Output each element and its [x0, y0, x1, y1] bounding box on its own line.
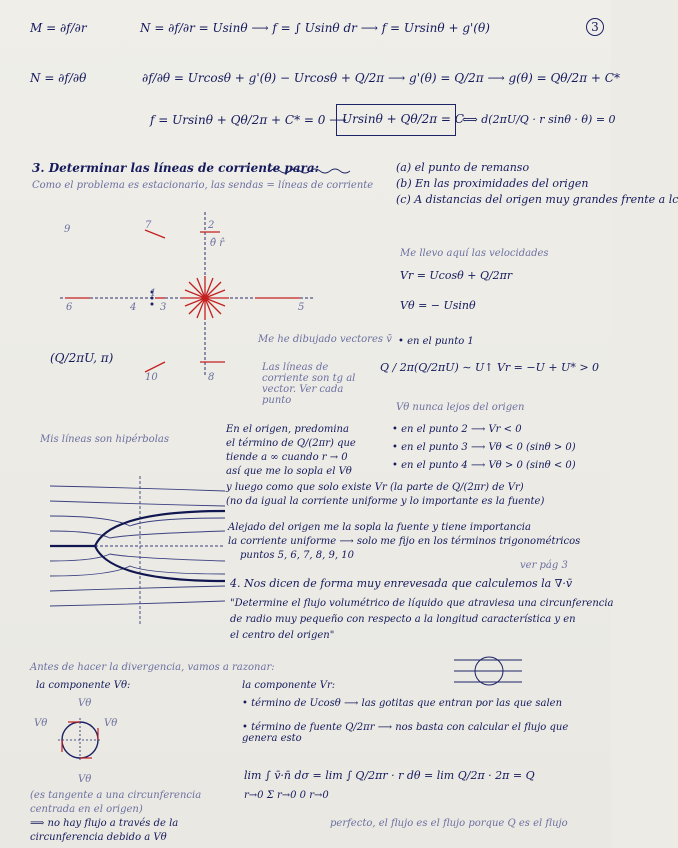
circle-vtheta-bottom: Vθ [78, 774, 92, 785]
see-page-note: ver pág 3 [520, 560, 568, 571]
circle-vtheta-right: Vθ [104, 718, 118, 729]
origin-line-4: así que me lo sopla el Vθ [226, 466, 352, 477]
section-3-subtitle: Como el problema es estacionario, las sendas = líneas de corriente [32, 180, 374, 191]
n-definition: N = ∂f/∂θ [30, 71, 87, 85]
flow-circle-sketch [454, 650, 524, 692]
stagnation-point-label: (Q/2πU, π) [50, 351, 114, 365]
before-divergence: Antes de hacer la divergencia, vamos a razonar: [30, 662, 275, 673]
vel-label-1: 1 [150, 288, 157, 299]
uniform-term: • término de Ucosθ ⟶ las gotitas que entran por las que salen [242, 698, 563, 709]
origin-line-6: (no da igual la corriente uniforme y lo importante es la fuente) [226, 496, 545, 507]
vr-component: la componente Vr: [242, 680, 336, 691]
far-line-2: la corriente uniforme ⟶ solo me fijo en los términos trigonométricos [228, 536, 581, 547]
vel-label-7: 7 [145, 220, 152, 231]
point-2-note: • en el punto 2 ⟶ Vr < 0 [392, 424, 522, 435]
boxed-equation: Ursinθ + Qθ/2π = C [342, 112, 464, 126]
diagram-note-2: Las líneas de corriente son tg al vector. Ver cada punto [262, 362, 356, 406]
tangent-line-3: ⟹ no hay flujo a través de la [30, 818, 179, 829]
bottom-note: perfecto, el flujo es el flujo porque Q es el flujo [330, 818, 568, 829]
diagram-note-1: Me he dibujado vectores v̄ [258, 334, 392, 345]
item-b: (b) En las proximidades del origen [396, 177, 589, 190]
circle-vtheta-top: Vθ [78, 698, 92, 709]
n-equation: N = ∂f/∂r = Usinθ ⟶ f = ∫ Usinθ dr ⟶ f = Ursinθ + g'(θ) [140, 21, 490, 35]
hyperbola-label: Mis líneas son hipérbolas [40, 434, 169, 445]
source-term: • término de fuente Q/2πr ⟶ nos basta con calcular el flujo que genera esto [242, 722, 569, 744]
far-from-origin: Vθ nunca lejos del origen [396, 402, 525, 413]
velocity-note: Me llevo aquí las velocidades [400, 248, 549, 259]
tangential-velocity-circle [40, 700, 120, 780]
tangent-line-4: circunferencia debido a Vθ [30, 832, 167, 843]
vel-label-3: 3 [160, 302, 167, 313]
wavy-underline [270, 167, 350, 175]
item-a: (a) el punto de remanso [396, 161, 530, 174]
differential-form: ⟺ d(2πU/Q · r sinθ · θ) = 0 [462, 113, 616, 126]
vel-label-8: 8 [208, 372, 215, 383]
origin-line-2: el término de Q/(2πr) que [226, 438, 356, 449]
page-number: 3 [586, 18, 604, 36]
origin-line-1: En el origen, predomina [226, 424, 349, 435]
vel-label-5: 5 [298, 302, 305, 313]
tangent-line-2: centrada en el origen) [30, 804, 143, 815]
vr-equation: Vr = Ucosθ + Q/2πr [400, 269, 513, 282]
vel-label-2: 2 [208, 220, 215, 231]
local-axes-label: θ̂ r̂ [210, 238, 224, 249]
point-1-equation: Q / 2π(Q/2πU) ∼ U↑ Vr = −U + U* > 0 [380, 361, 600, 374]
limit-subscripts: r→0 Σ r→0 0 r→0 [244, 790, 329, 801]
quote-line-3: el centro del origen" [230, 630, 335, 641]
vel-label-9: 9 [64, 224, 71, 235]
section-4-title: 4. Nos dicen de forma muy enrevesada que calculemos la ∇·v̄ [230, 577, 573, 590]
origin-line-5: y luego como que solo existe Vr (la parte de Q/(2πr) de Vr) [226, 482, 524, 493]
limit-equation: lim ∫ v̄·n̄ dσ = lim ∫ Q/2πr · r dθ = lim Q/2π · 2π = Q [244, 769, 535, 782]
point-1-note: • en el punto 1 [398, 336, 474, 347]
quote-line-2: de radio muy pequeño con respecto a la longitud característica y en [230, 614, 576, 625]
tangent-line-1: (es tangente a una circunferencia [30, 790, 202, 801]
point-3-note: • en el punto 3 ⟶ Vθ < 0 (sinθ > 0) [392, 442, 576, 453]
vel-label-6: 6 [66, 302, 73, 313]
far-line-1: Alejado del origen me la sopla la fuente y tiene importancia [228, 522, 531, 533]
quote-line-1: "Determine el flujo volumétrico de líquido que atraviesa una circunferencia [230, 598, 614, 609]
vel-label-4: 4 [130, 302, 137, 313]
item-c: (c) A distancias del origen muy grandes frente a lc [396, 193, 678, 206]
far-line-3: puntos 5, 6, 7, 8, 9, 10 [240, 550, 354, 561]
df-dtheta-equation: ∂f/∂θ = Urcosθ + g'(θ) − Urcosθ + Q/2π ⟶ g'(θ) = Q/2π ⟶ g(θ) = Qθ/2π + C* [142, 71, 620, 85]
vel-label-10: 10 [145, 372, 158, 383]
origin-line-3: tiende a ∞ cuando r → 0 [226, 452, 348, 463]
circle-vtheta-left: Vθ [34, 718, 48, 729]
section-3-title: 3. Determinar las líneas de corriente para: [32, 161, 320, 175]
point-4-note: • en el punto 4 ⟶ Vθ > 0 (sinθ < 0) [392, 460, 576, 471]
m-definition: M = ∂f/∂r [30, 21, 87, 35]
vtheta-equation: Vθ = − Usinθ [400, 299, 476, 312]
vtheta-component: la componente Vθ: [36, 680, 131, 691]
streamline-diagram [50, 476, 230, 626]
f-equation: f = Ursinθ + Qθ/2π + C* = 0 ⟶ [150, 113, 347, 127]
